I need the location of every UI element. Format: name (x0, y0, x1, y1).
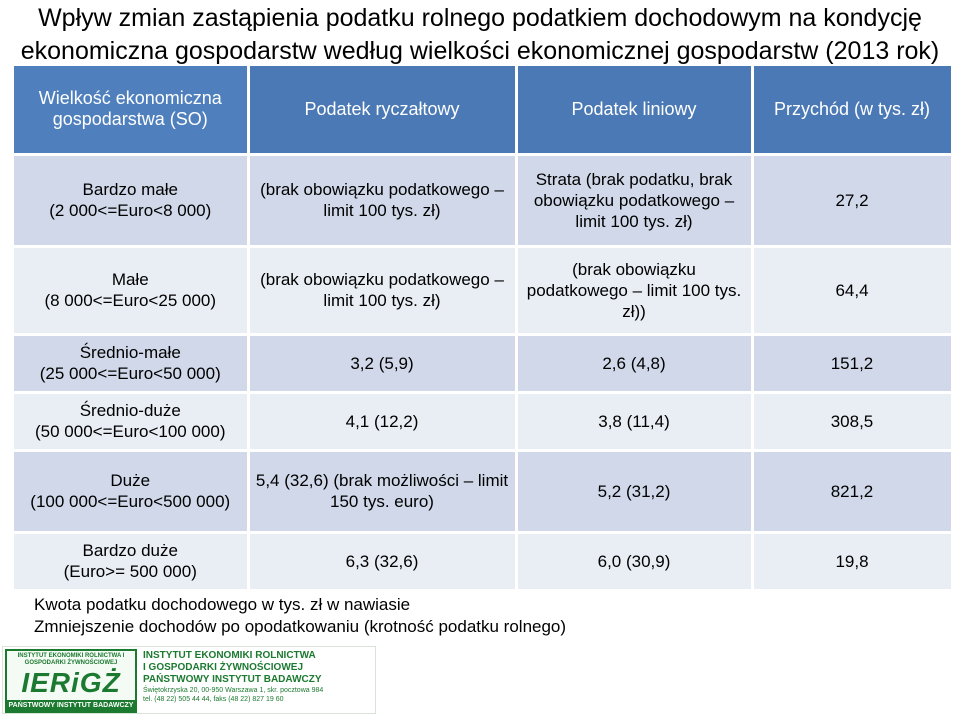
row-label (14, 246, 248, 334)
size-range: (8 000<=Euro<25 000) (44, 291, 217, 310)
income-cell: 19,8 (752, 532, 952, 590)
size-class: Bardzo małe (82, 180, 178, 199)
size-class: Duże (110, 471, 151, 490)
table-header-row (14, 66, 952, 154)
table-row (14, 154, 952, 246)
size-class: Bardzo duże (82, 541, 178, 560)
table-row (14, 392, 952, 450)
income-cell: 27,2 (752, 154, 952, 246)
header-flat-tax: Podatek ryczałtowy (248, 66, 516, 154)
header-linear-tax: Podatek liniowy (516, 66, 752, 154)
flat-tax-cell: (brak obowiązku podatkowego – limit 100 tys. zł) (248, 154, 516, 246)
income-cell: 64,4 (752, 246, 952, 334)
header-income: Przychód (w tys. zł) (752, 66, 952, 154)
flat-tax-cell: (brak obowiązku podatkowego – limit 100 tys. zł) (248, 246, 516, 334)
size-class: Średnio-małe (79, 343, 181, 362)
income-cell: 151,2 (752, 334, 952, 392)
logo-emblem-bottom-text: PAŃSTWOWY INSTYTUT BADAWCZY (8, 702, 134, 709)
size-range: (Euro>= 500 000) (63, 562, 197, 581)
linear-tax-cell: 2,6 (4,8) (516, 334, 752, 392)
flat-tax-cell: 5,4 (32,6) (brak możliwości – limit 150 tys. euro) (248, 450, 516, 532)
slide-title: Wpływ zmian zastąpienia podatku rolnego podatkiem dochodowym na kondycję ekonomiczna gospodarstw według wielkości ekonomicznej gospodarstw (2013 rok) (20, 4, 940, 65)
logo-emblem (5, 649, 137, 713)
table-row (14, 246, 952, 334)
income-cell: 821,2 (752, 450, 952, 532)
linear-tax-cell: 5,2 (31,2) (516, 450, 752, 532)
size-range: (2 000<=Euro<8 000) (49, 201, 212, 220)
footnote-income-reduction: Zmniejszenie dochodów po opodatkowaniu (krotność podatku rolnego) (34, 617, 567, 636)
size-range: (25 000<=Euro<50 000) (39, 364, 221, 383)
table-row (14, 450, 952, 532)
logo-institute-text (143, 650, 371, 704)
size-class: Średnio-duże (79, 401, 181, 420)
logo-address: Świętokrzyska 20, 00-950 Warszawa 1, skr. pocztowa 984 (143, 687, 324, 694)
data-table (14, 66, 954, 592)
logo-line-2: I GOSPODARKI ŻYWNOŚCIOWEJ (143, 662, 304, 673)
row-label (14, 334, 248, 392)
footnote-tax-amount: Kwota podatku dochodowego w tys. zł w nawiasie (34, 595, 411, 614)
table-row (14, 334, 952, 392)
size-range: (100 000<=Euro<500 000) (30, 492, 231, 511)
institute-logo (2, 646, 376, 714)
size-range: (50 000<=Euro<100 000) (35, 422, 226, 441)
linear-tax-cell: 3,8 (11,4) (516, 392, 752, 450)
header-economic-size: Wielkość ekonomiczna gospodarstwa (SO) (14, 66, 248, 154)
logo-emblem-top-text: INSTYTUT EKONOMIKI ROLNICTWA I GOSPODARKI ŻYWNOŚCIOWEJ (17, 653, 125, 666)
flat-tax-cell: 3,2 (5,9) (248, 334, 516, 392)
logo-wordmark: IERiGŻ (21, 667, 121, 698)
income-cell: 308,5 (752, 392, 952, 450)
linear-tax-cell: (brak obowiązku podatkowego – limit 100 tys. zł)) (516, 246, 752, 334)
row-label (14, 450, 248, 532)
row-label (14, 154, 248, 246)
footnotes (34, 594, 566, 638)
row-label (14, 392, 248, 450)
flat-tax-cell: 4,1 (12,2) (248, 392, 516, 450)
size-class: Małe (111, 270, 149, 289)
logo-line-1: INSTYTUT EKONOMIKI ROLNICTWA (143, 650, 316, 661)
flat-tax-cell: 6,3 (32,6) (248, 532, 516, 590)
linear-tax-cell: Strata (brak podatku, brak obowiązku podatkowego – limit 100 tys. zł) (516, 154, 752, 246)
logo-phone: tel. (48 22) 505 44 44, faks (48 22) 827 19 60 (143, 696, 284, 703)
linear-tax-cell: 6,0 (30,9) (516, 532, 752, 590)
table-row (14, 532, 952, 590)
row-label (14, 532, 248, 590)
logo-line-3: PAŃSTWOWY INSTYTUT BADAWCZY (143, 674, 322, 685)
